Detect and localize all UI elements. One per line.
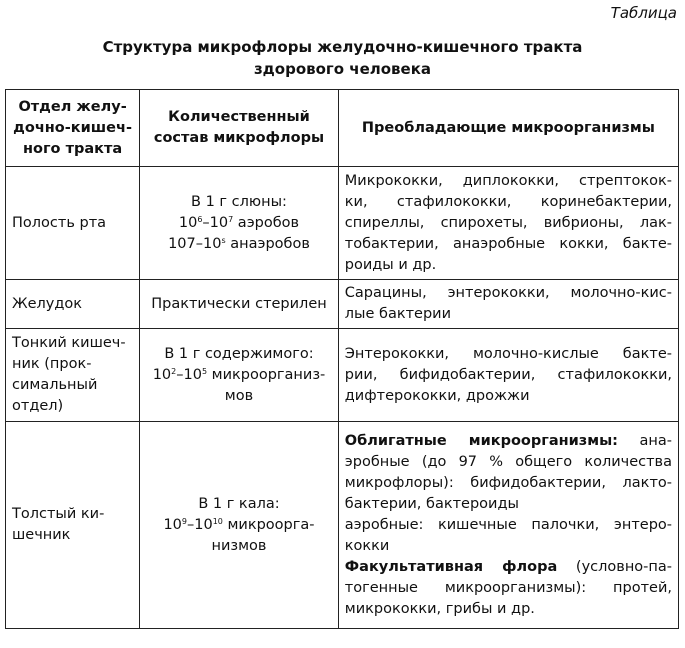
quantity-line: 107–10$^s$ анаэробов [168, 235, 310, 252]
microorganisms-line: тогенные микроорганизмы): протей, [344, 579, 672, 596]
microorganisms-line: эробные (до 97 % общего количества [344, 453, 672, 470]
facultative-label: Факультативная флора [344, 558, 558, 575]
quantity-cell [140, 422, 339, 629]
table-header-row [6, 90, 679, 167]
microorganisms-cell [338, 422, 678, 629]
microorganisms-line: рии, бифидобактерии, стафилококки, [344, 366, 672, 383]
header-section-line: Отдел желу- [18, 98, 127, 115]
page-title [0, 36, 685, 80]
section-line: ник (прок- [12, 356, 92, 372]
section-cell [6, 167, 140, 280]
obligate-label: Облигатные микроорганизмы: [344, 432, 618, 449]
microorganisms-line: спиреллы, спирохеты, вибрионы, лак- [344, 214, 672, 231]
section-line: Тонкий кишеч- [12, 335, 126, 351]
section-line: Полость рта [12, 214, 107, 231]
quantity-cell: Практически стерилен [140, 280, 339, 329]
section-line: отдел) [12, 398, 64, 414]
section-cell [6, 422, 140, 629]
table-row [6, 167, 679, 280]
header-quantity [140, 90, 339, 167]
microorganisms-line: бактерии, бактероиды [344, 495, 519, 512]
microorganisms-line: Энтерококки, молочно-кислые бакте- [344, 345, 672, 362]
quantity-line: мов [224, 387, 254, 404]
table-row [6, 329, 679, 422]
table-row [6, 422, 679, 629]
header-quantity-line: состав микрофлоры [153, 130, 325, 146]
microflora-table [5, 89, 679, 629]
table-label: Таблица [610, 4, 677, 22]
quantity-line: $10^2-10^5$ микроорганиз- [152, 366, 326, 383]
quantity-line: В 1 г кала: [198, 495, 280, 512]
microorganisms-line: Облигатные микроорганизмы: ана- [344, 432, 672, 449]
microorganisms-line: Микрококки, диплококки, стрептокок- [344, 172, 672, 189]
table-row [6, 280, 679, 329]
microorganisms-line: тобактерии, анаэробные кокки, бакте- [344, 235, 672, 252]
microorganisms-line: Факультативная флора (условно-па- [344, 558, 672, 575]
title-line-2: здорового человека [253, 60, 432, 78]
header-section-line: дочно-кишеч- [13, 119, 132, 136]
header-microorganisms: Преобладающие микроорганизмы [338, 90, 678, 167]
microorganisms-line: дифтерококки, дрожжи [344, 387, 530, 404]
microorganisms-line: Сарацины, энтерококки, молочно-кис- [344, 285, 672, 301]
microorganisms-cell [338, 280, 678, 329]
header-section [6, 90, 140, 167]
quantity-line: $10^6-10^7$ аэробов [178, 214, 300, 231]
section-cell [6, 329, 140, 422]
section-line: Желудок [12, 295, 83, 312]
quantity-line: низмов [211, 537, 267, 554]
title-line-1: Структура микрофлоры желудочно-кишечного тракта [102, 38, 583, 56]
section-line: Толстый ки- [12, 506, 105, 522]
header-quantity-line: Количественный [168, 109, 310, 125]
quantity-cell [140, 329, 339, 422]
section-line: симальный [12, 377, 98, 393]
microorganisms-cell [338, 329, 678, 422]
quantity-line: $10^9-10^{10}$ микроорга- [163, 516, 315, 533]
quantity-line: В 1 г слюны: [191, 193, 287, 210]
microorganisms-line: лые бактерии [344, 306, 452, 322]
header-section-line: ного тракта [23, 140, 123, 157]
quantity-line: В 1 г содержимого: [164, 345, 314, 362]
microorganisms-line: ки, стафилококки, коринебактерии, [344, 193, 672, 210]
microorganisms-line: роиды и др. [344, 256, 437, 273]
microorganisms-line: кокки [344, 537, 390, 554]
quantity-cell [140, 167, 339, 280]
microorganisms-line: микрофлоры): бифидобактерии, лакто- [344, 474, 672, 491]
section-line: шечник [12, 527, 71, 543]
microorganisms-line: аэробные: кишечные палочки, энтеро- [344, 516, 672, 533]
section-cell [6, 280, 140, 329]
microorganisms-cell [338, 167, 678, 280]
microorganisms-line: микрококки, грибы и др. [344, 600, 535, 617]
